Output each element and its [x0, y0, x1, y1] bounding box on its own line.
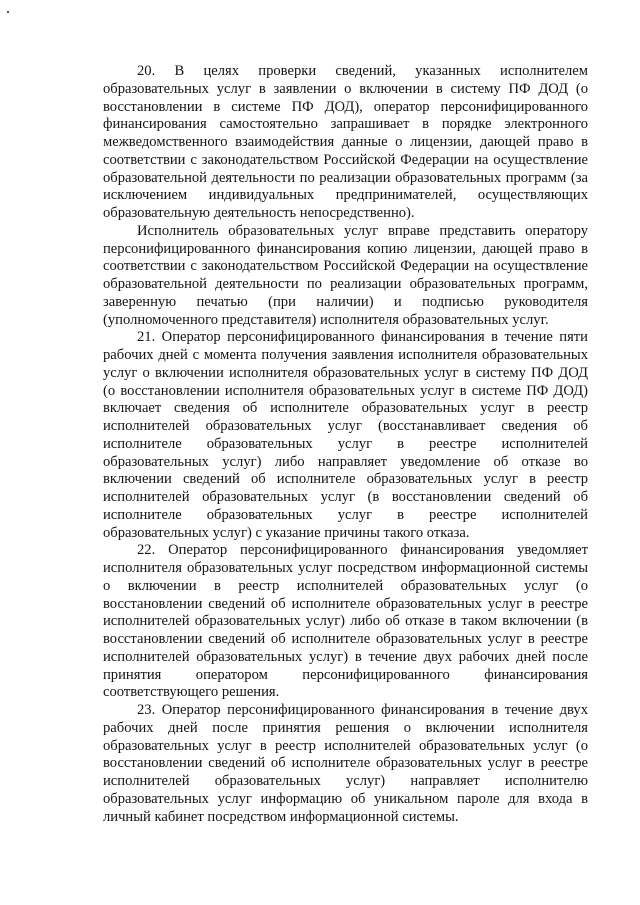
paragraph-23: 23. Оператор персонифицированного финансирования в течение двух рабочих дней после принятия решения о включении исполнителя образовательных услуг в реестр исполнителей образовательных услуг (о восстановлении сведений об исполнителе образовательных услуг в реестре исполнителей образовательных услуг) направляет исполнителю образовательных услуг информацию об уникальном пароле для входа в личный кабинет посредством информационной системы. — [103, 702, 588, 825]
paragraph-21: 21. Оператор персонифицированного финансирования в течение пяти рабочих дней с момента получения заявления исполнителя образовательных услуг о включении исполнителя образовательных услуг в систему ПФ ДОД (о восстановлении исполнителя образовательных услуг в системе ПФ ДОД) включает сведения об исполнителе образовательных услуг в реестр исполнителей образовательных услуг (восстанавливает сведения об исполнителе образовательных услуг в реестре исполнителей образовательных услуг) либо направляет уведомление об отказе во включении сведений об исполнителе образовательных услуг в реестр исполнителей образовательных услуг (в восстановлении сведений об исполнителе образовательных услуг в реестре исполнителей образовательных услуг) с указание причины такого отказа. — [103, 329, 588, 541]
paragraph-20: 20. В целях проверки сведений, указанных исполнителем образовательных услуг в заявлении о включении в систему ПФ ДОД (о восстановлении в системе ПФ ДОД), оператор персонифицированного финансирования самостоятельно запрашивает в порядке электронного межведомственного взаимодействия данные о лицензии, дающей право в соответствии с законодательством Российской Федерации на осуществление образовательной деятельности по реализации образовательных программ (за исключением индивидуальных предпринимателей, осуществляющих образовательную деятельность непосредственно). — [103, 63, 588, 221]
paragraph-license: Исполнитель образовательных услуг вправе представить оператору персонифицированного финансирования копию лицензии, дающей право в соответствии с законодательством Российской Федерации на осуществление образовательной деятельности по реализации образовательных программ, заверенную печатью (при наличии) и подписью руководителя (уполномоченного представителя) исполнителя образовательных услуг. — [103, 222, 588, 328]
document-body — [103, 63, 588, 826]
scan-speck — [7, 11, 9, 13]
paragraph-22: 22. Оператор персонифицированного финансирования уведомляет исполнителя образовательных услуг посредством информационной системы о включении в реестр исполнителей образовательных услуг (о восстановлении сведений об исполнителе образовательных услуг в реестре исполнителей образовательных услуг) либо об отказе в таком включении (в восстановлении сведений об исполнителе образовательных услуг в реестре исполнителей образовательных услуг) в течение двух рабочих дней после принятия оператором персонифицированного финансирования соответствующего решения. — [103, 542, 588, 701]
